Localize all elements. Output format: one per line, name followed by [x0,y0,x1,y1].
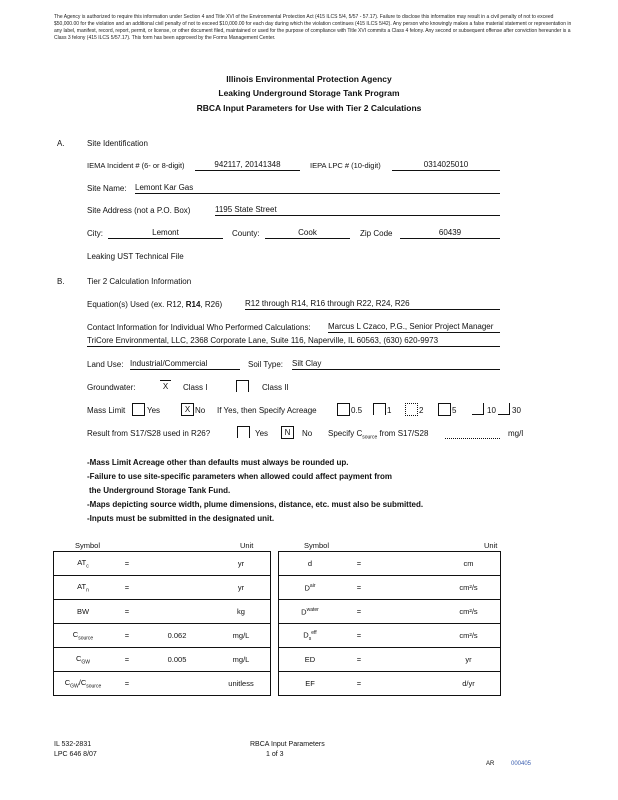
footer-title: RBCA Input Parameters [250,741,325,748]
value-cell[interactable] [377,552,437,576]
table-row [54,576,271,600]
class1-checkbox[interactable]: X [160,380,171,392]
land-use-label: Land Use: [87,360,124,369]
iema-label: IEMA Incident # (6- or 8-digit) [87,161,185,170]
soil-type-label: Soil Type: [248,360,283,369]
legal-notice: The Agency is authorized to require this information under Section 4 and Title XVI of the Environmental Protection Act (415 ILCS 5/4, 5/57 - 57.17). Failure to disclose this information may result in a civil penalty of not to exceed $50,000.00 for the violation and an additional civil penalty of not to exceed $10,000.00 for each day during which the violation continues (415 ILCS 5/42). Any person who knowingly makes a false material statement or representation in any label, manifest, record, report, permit, or license, or other document filed, maintained or used for the purpose of compliance with Title XVI commits a Class 4 felony. Any second or subsequent offense after conviction hereunder is a Class 3 felony (415 ILCS 5/57.17). This form has been approved by the Forms Management Center. [54,14,572,41]
table-row [279,672,501,696]
table-row [54,552,271,576]
table-row [279,600,501,624]
unit-cell: mg/L [212,624,271,648]
acreage-checkbox-0.5[interactable] [337,403,350,416]
contact-field-2[interactable]: TriCore Environmental, LLC, 2368 Corporate Lane, Suite 116, Naperville, IL 60563, (630) 620-9973 [87,336,500,347]
county-field[interactable]: Cook [265,228,350,239]
class1-label: Class I [183,383,208,392]
symbol-base: EF [305,679,315,688]
specify-sub: source [362,434,378,441]
value-cell[interactable] [142,600,212,624]
left-symbol-header: Symbol [75,541,101,550]
acreage-checkbox-10[interactable] [472,403,484,415]
specify-csource-label [328,429,428,441]
symbol-sub: GW [70,683,79,690]
value-cell[interactable] [142,576,212,600]
symbol-cell [54,552,113,576]
note-3: -Maps depicting source width, plume dimensions, distance, etc. must also be submitted. [87,500,424,509]
mass-limit-label: Mass Limit [87,406,126,415]
symbol-cell [279,672,342,696]
value-cell[interactable]: 0.005 [142,648,212,672]
mass-no-label: No [195,406,206,415]
right-symbol-header: Symbol [304,541,330,550]
value-cell[interactable]: 0.062 [142,624,212,648]
form-title: RBCA Input Parameters for Use with Tier 2 Calculations [196,103,422,113]
equals-sign: = [112,672,142,696]
unit-cell: cm²/s [437,600,501,624]
mass-yes-checkbox[interactable] [132,403,145,416]
unit-cell: d/yr [437,672,501,696]
value-cell[interactable] [377,672,437,696]
result-yes-label: Yes [255,429,269,438]
land-use-field[interactable]: Industrial/Commercial [130,359,240,370]
left-unit-header: Unit [240,541,254,550]
unit-cell: mg/L [212,648,271,672]
symbol-base: AT [77,581,87,591]
equation-field[interactable]: R12 through R14, R16 through R22, R24, R26 [245,299,500,310]
note-1: -Mass Limit Acreage other than defaults must always be rounded up. [87,458,349,467]
symbol-cell [279,552,342,576]
site-name-field[interactable]: Lemont Kar Gas [135,183,500,194]
iema-field[interactable]: 942117, 20141348 [195,160,300,171]
table-row [279,576,501,600]
equation-label-post: , R26) [200,300,223,309]
equals-sign: = [341,552,377,576]
note-4: -Inputs must be submitted in the designated unit. [87,514,275,523]
result-no-label: No [302,429,313,438]
table-row [279,648,501,672]
symbol-sup: eff [311,629,317,636]
symbol-cell [54,648,113,672]
value-cell[interactable] [142,552,212,576]
acreage-option: 0.5 [351,406,363,415]
symbol-cell [54,672,113,696]
value-cell[interactable] [377,576,437,600]
equals-sign: = [112,552,142,576]
equation-label [87,300,222,309]
symbol-cell [279,576,342,600]
unit-cell: cm²/s [437,624,501,648]
unit-cell: cm [437,552,501,576]
acreage-checkbox-2[interactable] [405,403,418,416]
form-number: IL 532-2831 [54,741,92,748]
note-2-cont: the Underground Storage Tank Fund. [89,486,231,495]
zip-field[interactable]: 60439 [400,228,500,239]
symbol-base: D [301,607,307,617]
equals-sign: = [341,624,377,648]
contact-label: Contact Information for Individual Who Performed Calculations: [87,323,311,332]
specify-post: from S17/S28 [377,429,429,438]
value-cell[interactable] [377,624,437,648]
equals-sign: = [112,600,142,624]
address-label: Site Address (not a P.O. Box) [87,206,191,215]
symbol-cell [279,600,342,624]
acreage-checkbox-30[interactable] [498,403,510,415]
equals-sign: = [112,648,142,672]
specify-pre: Specify C [328,429,363,438]
mass-no-checkbox[interactable]: X [181,403,194,416]
acreage-option: 5 [452,406,457,415]
mass-yes-label: Yes [147,406,161,415]
zip-label: Zip Code [360,229,393,238]
equation-label-bold: R14 [185,300,201,309]
table-row [54,672,271,696]
symbol-extra-sub: source [86,683,102,690]
section-b-letter: B. [57,277,65,286]
symbol-cell [54,576,113,600]
left-parameter-table [53,551,271,696]
symbol-sup: air [309,582,316,589]
symbol-base: C [72,629,79,639]
table-row [54,648,271,672]
acreage-option: 2 [419,406,424,415]
unit-cell: yr [212,576,271,600]
program-title: Leaking Underground Storage Tank Program [218,88,400,98]
symbol-sub: source [78,635,94,642]
equation-label-pre: Equation(s) Used (ex. R12, [87,300,186,309]
section-a-heading: Site Identification [87,139,148,148]
symbol-sub: c [86,563,89,570]
result-no-checkbox[interactable]: N [281,426,294,439]
equals-sign: = [341,576,377,600]
bates-number: 000405 [511,761,532,767]
acreage-checkbox-5[interactable] [438,403,451,416]
equals-sign: = [112,624,142,648]
table-row [54,600,271,624]
soil-type-field[interactable]: Silt Clay [292,359,500,370]
acreage-option: 1 [387,406,392,415]
acreage-label: If Yes, then Specify Acreage [217,406,317,415]
equals-sign: = [341,600,377,624]
class2-label: Class II [262,383,289,392]
symbol-extra: /C [78,677,87,687]
section-a-letter: A. [57,139,65,148]
value-cell[interactable] [142,672,212,696]
value-cell[interactable] [377,648,437,672]
page-number: 1 of 3 [266,751,284,758]
city-label: City: [87,229,103,238]
section-b-heading: Tier 2 Calculation Information [87,277,192,286]
technical-file-label: Leaking UST Technical File [87,252,184,261]
unit-cell: yr [212,552,271,576]
groundwater-label: Groundwater: [87,383,136,392]
acreage-option: 30 [512,406,521,415]
result-yes-checkbox[interactable] [237,426,250,438]
contact-field-1[interactable]: Marcus L Czaco, P.G., Senior Project Manager [328,322,500,333]
city-field[interactable]: Lemont [108,228,223,239]
symbol-sub: s [308,635,312,642]
lpc-label: IEPA LPC # (10-digit) [310,161,381,170]
note-2: -Failure to use site-specific parameters when allowed could affect payment from [87,472,392,481]
lpc-form-number: LPC 646 8/07 [54,751,97,758]
right-unit-header: Unit [484,541,498,550]
symbol-cell [279,624,342,648]
equals-sign: = [112,576,142,600]
class2-checkbox[interactable] [236,380,249,392]
symbol-base: C [75,653,82,663]
ar-label: AR [486,761,495,767]
equals-sign: = [341,648,377,672]
acreage-option: 10 [487,406,496,415]
site-name-label: Site Name: [87,184,127,193]
result-label: Result from S17/S28 used in R26? [87,429,211,438]
table-row [279,552,501,576]
symbol-base: AT [77,557,87,567]
symbol-cell [54,624,113,648]
table-row [279,624,501,648]
symbol-base: C [64,677,71,687]
value-cell[interactable] [377,600,437,624]
county-label: County: [232,229,260,238]
symbol-sub: GW [81,659,91,666]
address-field[interactable]: 1195 State Street [215,205,500,216]
csource-unit: mg/l [508,429,524,438]
csource-field[interactable] [445,428,500,439]
unit-cell: yr [437,648,501,672]
symbol-sub: n [86,587,89,594]
equals-sign: = [341,672,377,696]
symbol-base: D [303,630,309,639]
unit-cell: kg [212,600,271,624]
unit-cell: unitless [212,672,271,696]
symbol-base: d [307,559,313,568]
right-parameter-table [278,551,501,696]
acreage-checkbox-1[interactable] [373,403,386,415]
symbol-sup: water [306,606,319,613]
table-row [54,624,271,648]
symbol-cell [54,600,113,624]
symbol-base: D [304,583,310,593]
lpc-field[interactable]: 0314025010 [392,160,500,171]
unit-cell: cm²/s [437,576,501,600]
symbol-base: ED [304,655,316,664]
symbol-base: BW [76,607,90,616]
agency-title: Illinois Environmental Protection Agency [226,74,392,84]
symbol-cell [279,648,342,672]
